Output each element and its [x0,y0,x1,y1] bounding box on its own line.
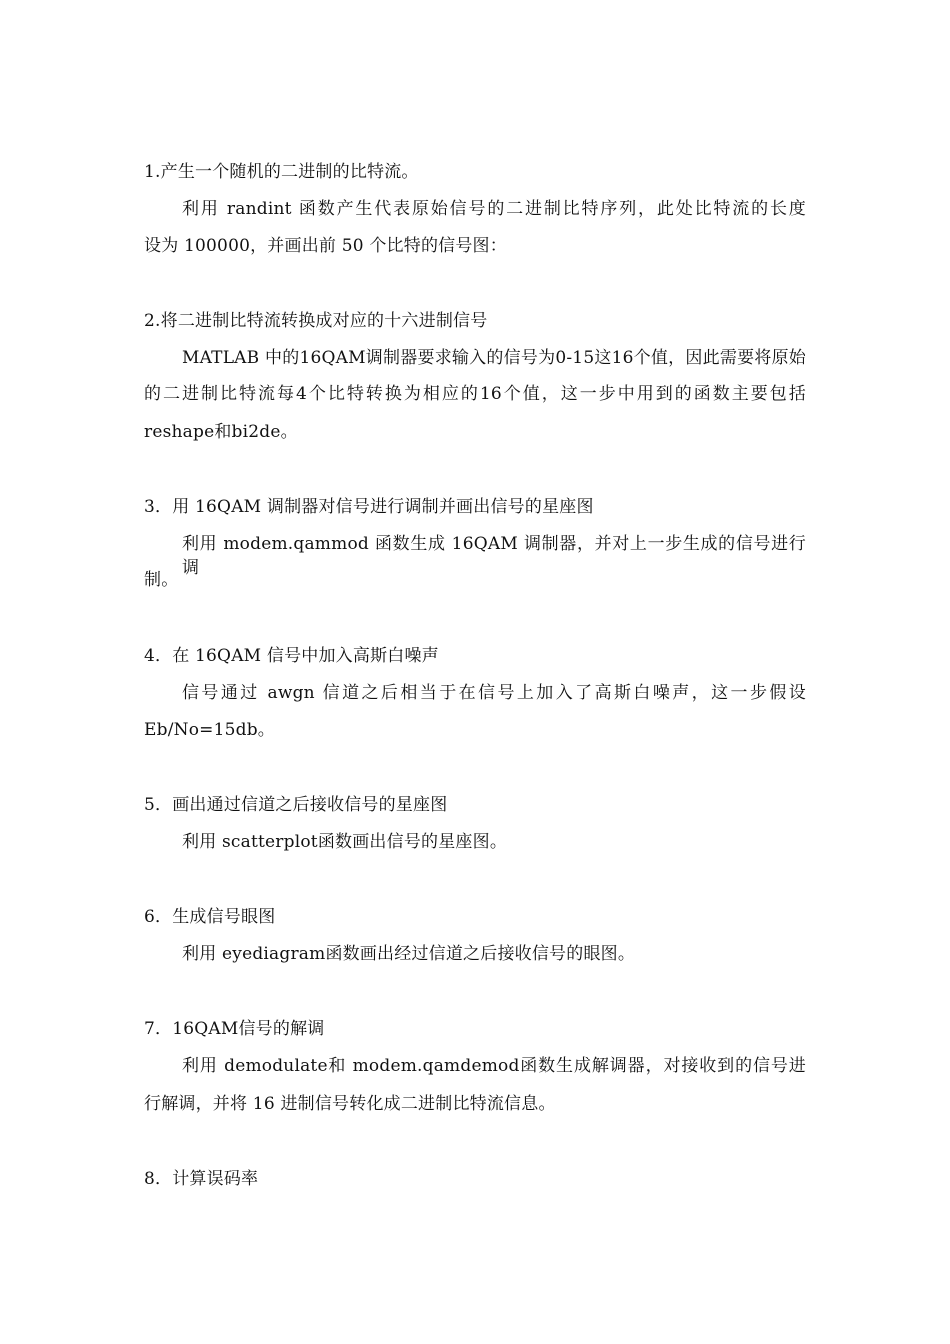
section-2-line-1: MATLAB 中的16QAM调制器要求输入的信号为0-15这16个值，因此需要将原始 [182,348,806,368]
section-5-line-1: 利用 scatterplot函数画出信号的星座图。 [182,832,508,852]
section-3-heading: 3．用 16QAM 调制器对信号进行调制并画出信号的星座图 [144,497,594,517]
section-1-heading: 1.产生一个随机的二进制的比特流。 [144,162,419,182]
section-8-heading: 8．计算误码率 [144,1169,259,1189]
section-7-line-2: 行解调，并将 16 进制信号转化成二进制比特流信息。 [144,1094,556,1114]
section-6-line-1: 利用 eyediagram函数画出经过信道之后接收信号的眼图。 [182,944,636,964]
section-7-heading: 7．16QAM信号的解调 [144,1019,325,1039]
section-1-line-2: 设为 100000，并画出前 50 个比特的信号图： [144,236,507,256]
section-5-heading: 5．画出通过信道之后接收信号的星座图 [144,795,448,815]
section-6-heading: 6．生成信号眼图 [144,907,276,927]
section-7-line-1: 利用 demodulate和 modem.qamdemod函数生成解调器，对接收到的信号进 [182,1056,806,1076]
section-3-line-2: 制。 [144,570,179,590]
section-4-line-1: 信号通过 awgn 信道之后相当于在信号上加入了高斯白噪声，这一步假设 [182,683,806,703]
section-1-line-1: 利用 randint 函数产生代表原始信号的二进制比特序列，此处比特流的长度 [182,199,806,219]
section-2-line-2: 的二进制比特流每4个比特转换为相应的16个值，这一步中用到的函数主要包括 [144,384,806,404]
section-3-line-1: 利用 modem.qammod 函数生成 16QAM 调制器，并对上一步生成的信号进行调 [182,534,806,578]
section-4-heading: 4．在 16QAM 信号中加入高斯白噪声 [144,646,439,666]
section-2-heading: 2.将二进制比特流转换成对应的十六进制信号 [144,311,488,331]
section-4-line-2: Eb/No=15db。 [144,720,275,740]
section-2-line-3: reshape和bi2de。 [144,422,298,442]
